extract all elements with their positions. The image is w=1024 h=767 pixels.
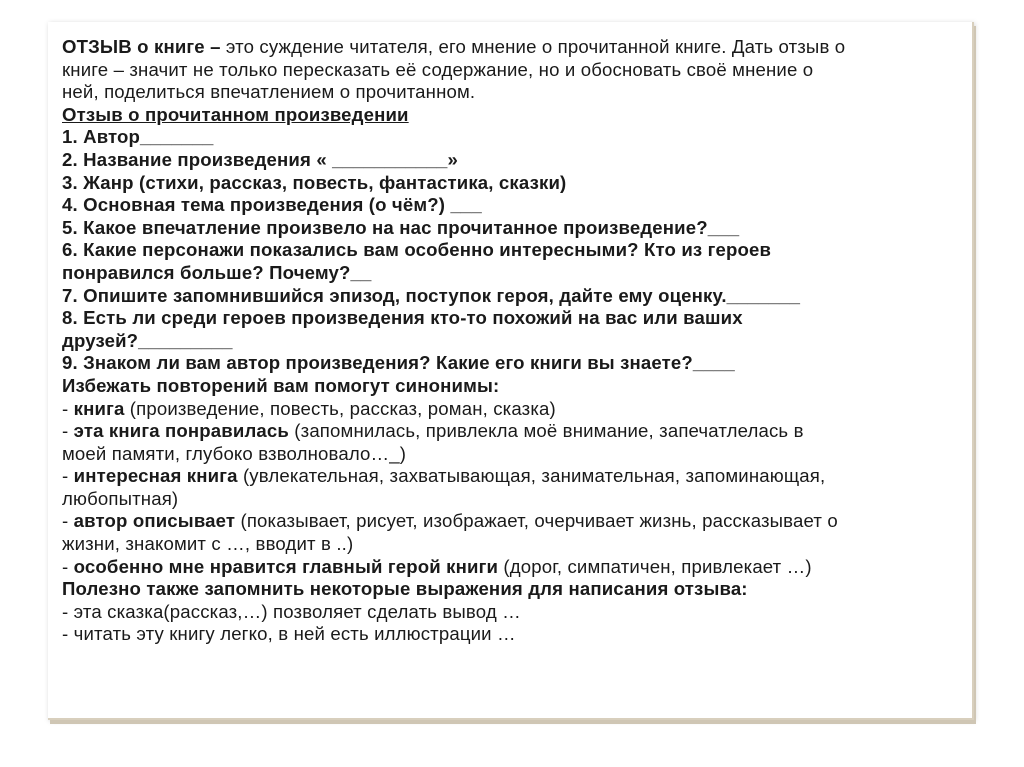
synonym-line-3-cont: любопытная) — [62, 487, 179, 509]
synonym-line-4-cont: жизни, знакомит с …, вводит в ..) — [62, 533, 354, 555]
synonym-term-5: особенно мне нравится главный герой книги — [73, 555, 499, 577]
synonym-line-2-cont: моей памяти, глубоко взволновало…_) — [62, 442, 407, 464]
intro-text-1: это суждение читателя, его мнение о прочитанной книге. Дать отзыв о — [220, 36, 846, 57]
intro-line-1 — [62, 36, 962, 59]
synonym-term-3: интересная книга — [73, 465, 238, 487]
form-item-title: 2. Название произведения « ___________» — [62, 148, 459, 170]
intro-term: ОТЗЫВ о книге – — [62, 36, 221, 57]
dash: - — [62, 465, 74, 487]
form-item-characters: 6. Какие персонажи показались вам особенно интересными? Кто из героев — [62, 239, 772, 261]
synonym-list-1: (произведение, повесть, рассказ, роман, сказка) — [124, 397, 556, 419]
form-item-theme: 4. Основная тема произведения (о чём?) ___ — [62, 194, 482, 216]
phrases-heading: Полезно также запомнить некоторые выражения для написания отзыва: — [62, 578, 748, 600]
synonym-list-4: (показывает, рисует, изображает, очерчивает жизнь, рассказывает о — [235, 510, 838, 532]
synonym-list-2: (запомнилась, привлекла моё внимание, запечатлелась в — [288, 420, 804, 442]
synonym-line-4 — [62, 510, 962, 533]
form-item-author: 1. Автор_______ — [62, 126, 214, 148]
form-item-characters-cont: понравился больше? Почему?__ — [62, 261, 372, 283]
synonym-term-4: автор описывает — [73, 510, 236, 532]
form-item-similar-cont: друзей?_________ — [62, 329, 233, 351]
synonym-line-1 — [62, 398, 962, 421]
review-text — [62, 36, 962, 646]
intro-line-2: книге – значит не только пересказать её содержание, но и обосновать своё мнение о — [62, 58, 814, 80]
form-item-similar: 8. Есть ли среди героев произведения кто-то похожий на вас или ваших — [62, 307, 743, 329]
form-item-episode: 7. Опишите запомнившийся эпизод, поступок героя, дайте ему оценку._______ — [62, 284, 801, 306]
slide-card — [48, 22, 974, 720]
synonym-line-5 — [62, 556, 962, 579]
form-heading: Отзыв о прочитанном произведении — [62, 103, 409, 125]
synonym-term-1: книга — [73, 397, 125, 419]
form-item-genre: 3. Жанр (стихи, рассказ, повесть, фантастика, сказки) — [62, 171, 567, 193]
synonym-line-3 — [62, 465, 962, 488]
phrase-line-2: - читать эту книгу легко, в ней есть иллюстрации … — [62, 623, 516, 645]
phrase-line-1: - эта сказка(рассказ,…) позволяет сделать вывод … — [62, 600, 521, 622]
synonym-term-2: эта книга понравилась — [73, 420, 289, 442]
dash: - — [62, 397, 74, 419]
synonym-list-5: (дорог, симпатичен, привлекает …) — [498, 555, 812, 577]
synonym-line-2 — [62, 420, 962, 443]
dash: - — [62, 420, 74, 442]
dash: - — [62, 555, 74, 577]
form-item-impression: 5. Какое впечатление произвело на нас прочитанное произведение?___ — [62, 216, 740, 238]
synonym-list-3: (увлекательная, захватывающая, занимательная, запоминающая, — [237, 465, 826, 487]
form-item-author-books: 9. Знаком ли вам автор произведения? Какие его книги вы знаете?____ — [62, 352, 735, 374]
synonyms-heading: Избежать повторений вам помогут синонимы: — [62, 374, 500, 396]
intro-line-3: ней, поделиться впечатлением о прочитанном. — [62, 81, 476, 103]
dash: - — [62, 510, 74, 532]
